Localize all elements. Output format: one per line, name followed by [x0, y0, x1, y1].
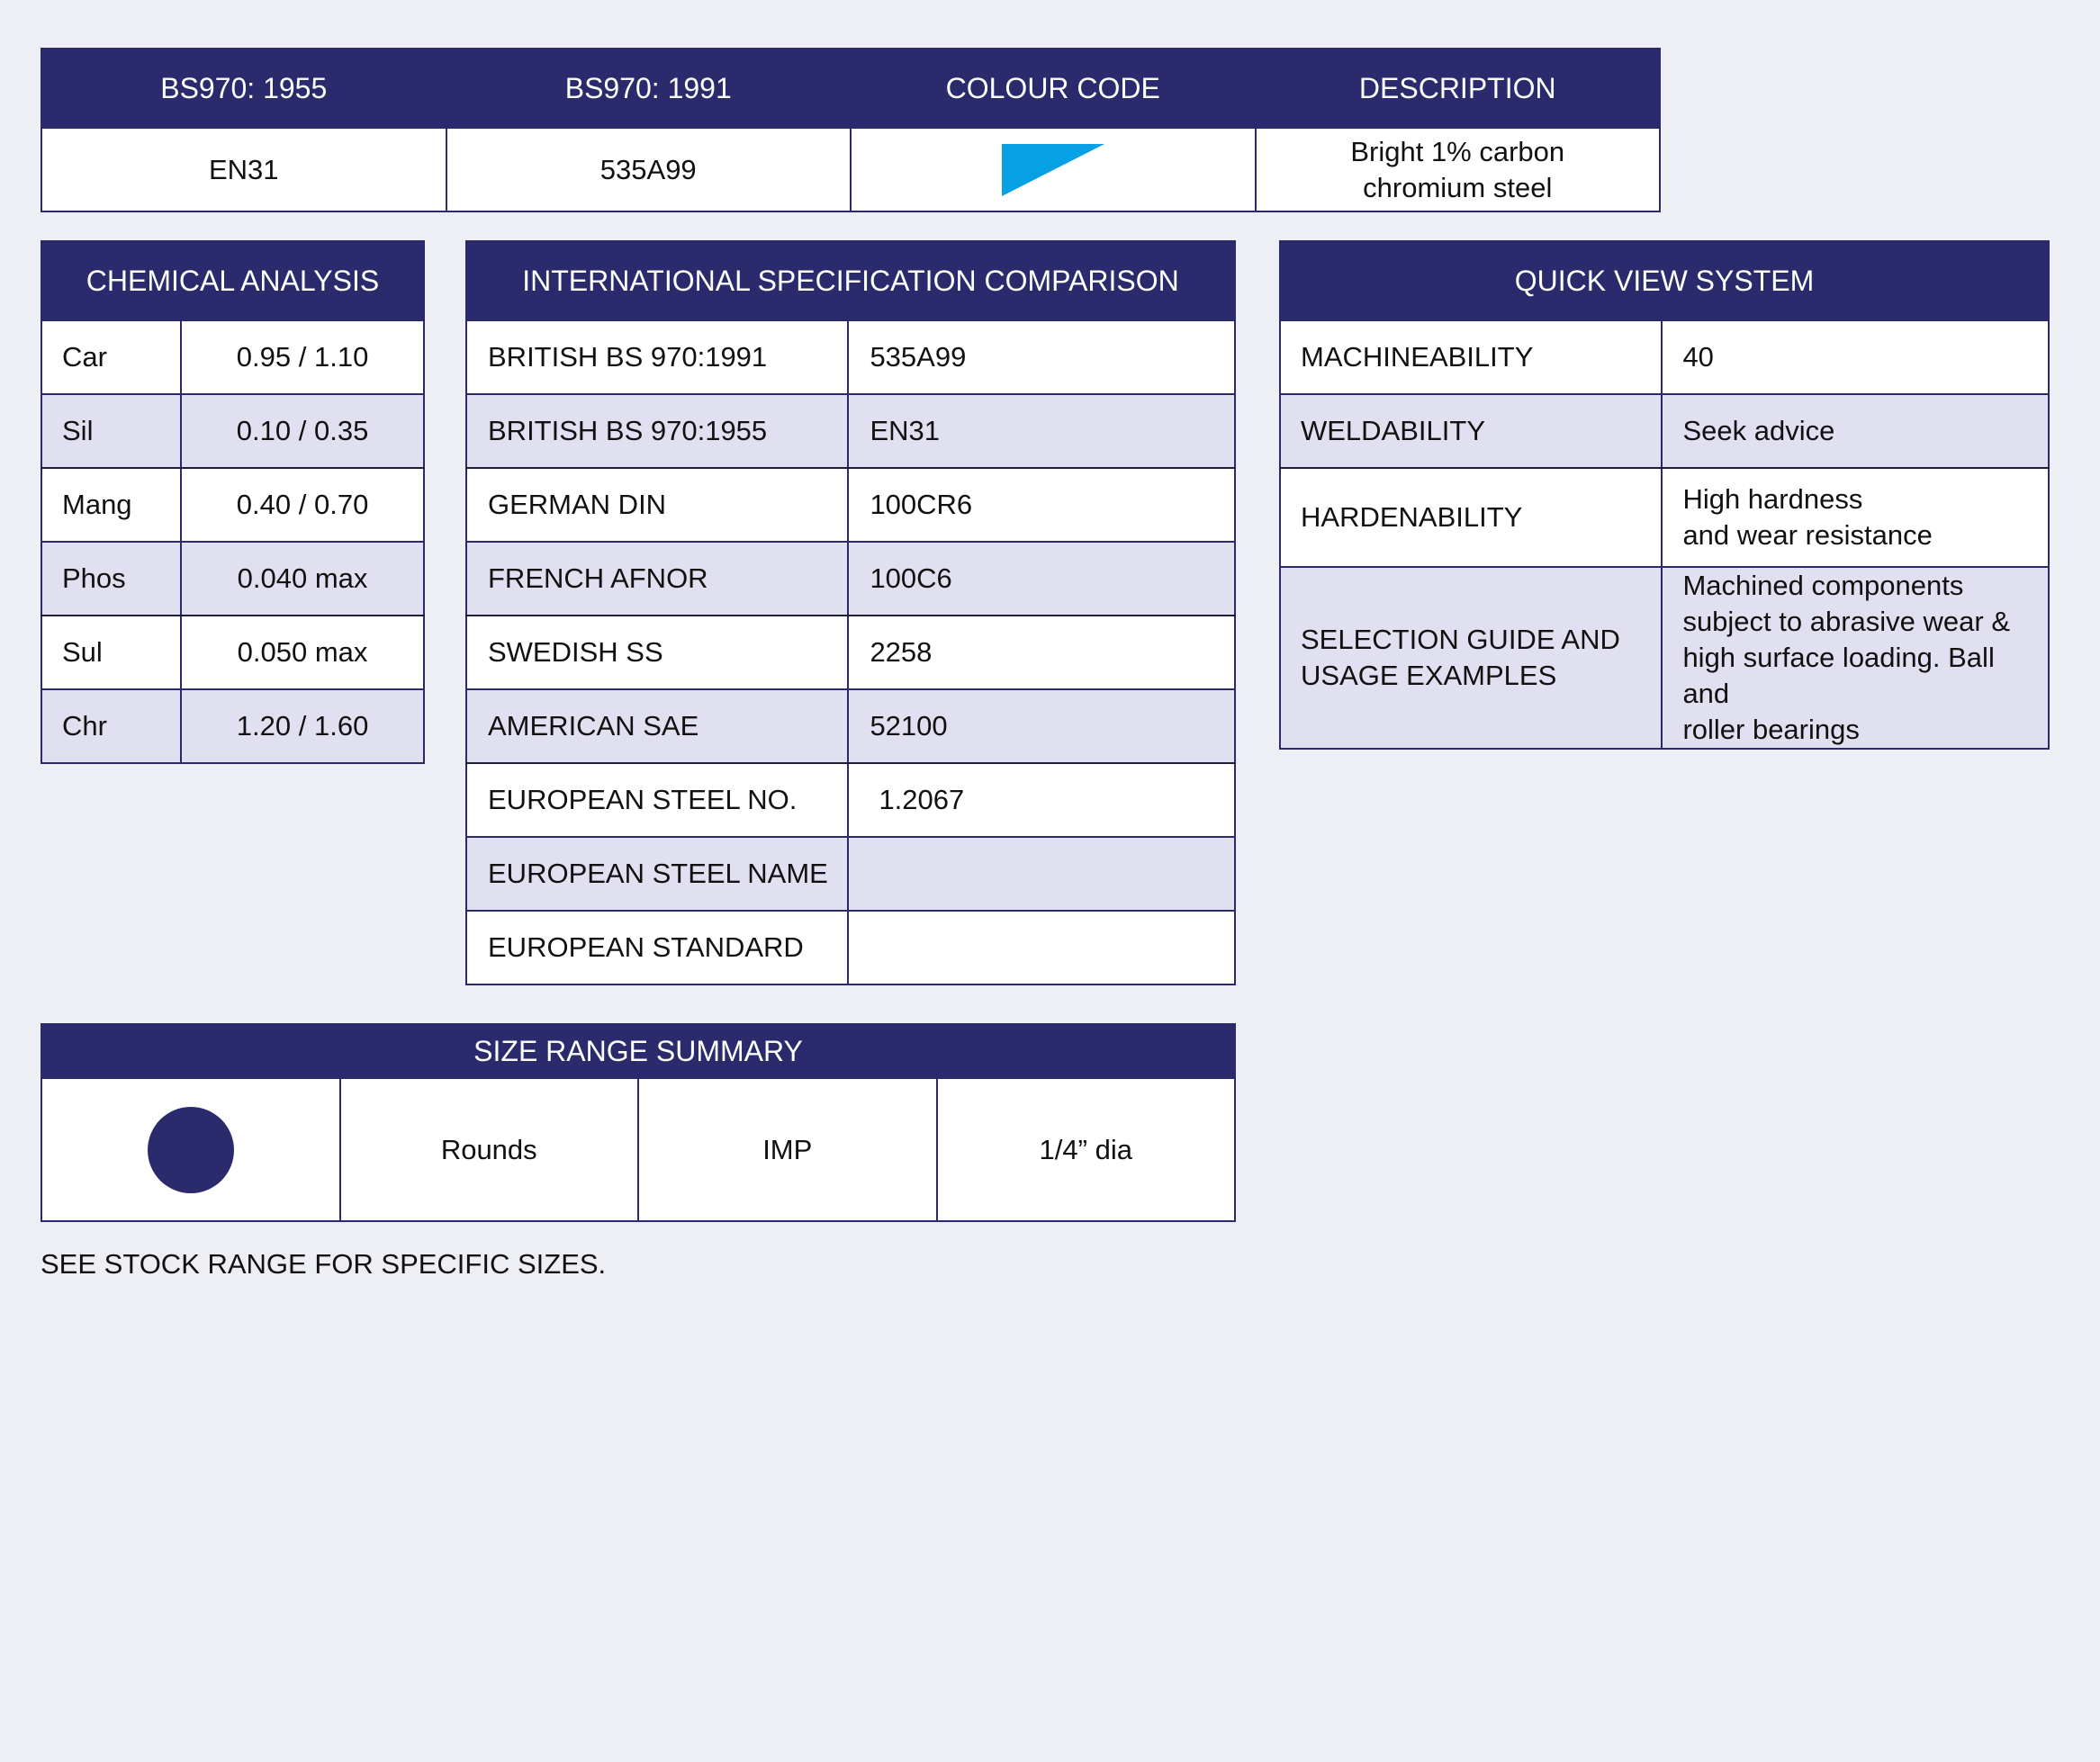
element-value: 0.040 max [181, 542, 424, 616]
table-row [466, 837, 1235, 911]
element-value: 0.40 / 0.70 [181, 468, 424, 542]
size-range-table [41, 1023, 1236, 1222]
footnote: SEE STOCK RANGE FOR SPECIFIC SIZES. [41, 1248, 607, 1280]
table-row [41, 394, 424, 468]
table-row [1280, 468, 2049, 567]
element-label: Car [41, 320, 181, 394]
spec-label: FRENCH AFNOR [466, 542, 848, 616]
element-label: Chr [41, 689, 181, 763]
spec-label: GERMAN DIN [466, 468, 848, 542]
table-row [466, 542, 1235, 616]
table-row [1280, 567, 2049, 749]
spec-comparison-table [465, 240, 1236, 985]
table-row [41, 320, 424, 394]
table-row [466, 394, 1235, 468]
size-value: 1/4” dia [937, 1078, 1236, 1221]
spec-value: EN31 [848, 394, 1235, 468]
round-bar-icon [148, 1107, 234, 1193]
size-range-title: SIZE RANGE SUMMARY [41, 1024, 1235, 1078]
quick-view-title: QUICK VIEW SYSTEM [1280, 241, 2049, 320]
spec-value: 535A99 [848, 320, 1235, 394]
table-row [466, 689, 1235, 763]
chemical-analysis-table [41, 240, 425, 764]
spec-value: 52100 [848, 689, 1235, 763]
property-label: HARDENABILITY [1280, 468, 1662, 567]
table-row [41, 468, 424, 542]
en-grade: EN31 [41, 128, 446, 211]
spec-value: 2258 [848, 616, 1235, 689]
colour-code-cell [851, 128, 1256, 211]
header-description: DESCRIPTION [1256, 49, 1661, 128]
grade-summary-header [41, 49, 1660, 128]
header-colour-code: COLOUR CODE [851, 49, 1256, 128]
table-row [466, 468, 1235, 542]
table-row [41, 542, 424, 616]
description: Bright 1% carbon chromium steel [1256, 128, 1661, 211]
bs1991-grade: 535A99 [446, 128, 852, 211]
element-label: Phos [41, 542, 181, 616]
spec-value: 100C6 [848, 542, 1235, 616]
unit-label: IMP [638, 1078, 937, 1221]
spec-label: BRITISH BS 970:1955 [466, 394, 848, 468]
grade-summary-table [41, 48, 1661, 212]
table-row [41, 1078, 1235, 1221]
table-row [466, 320, 1235, 394]
grade-summary-row [41, 128, 1660, 211]
element-label: Mang [41, 468, 181, 542]
element-value: 0.95 / 1.10 [181, 320, 424, 394]
table-row [466, 616, 1235, 689]
property-label: SELECTION GUIDE AND USAGE EXAMPLES [1280, 567, 1662, 749]
shape-label: Rounds [340, 1078, 639, 1221]
spec-value [848, 837, 1235, 911]
table-row [1280, 394, 2049, 468]
spec-value: 1.2067 [848, 763, 1235, 837]
spec-value [848, 911, 1235, 984]
spec-label: EUROPEAN STEEL NAME [466, 837, 848, 911]
table-row [1280, 320, 2049, 394]
chemical-analysis-title: CHEMICAL ANALYSIS [41, 241, 424, 320]
spec-comparison-title: INTERNATIONAL SPECIFICATION COMPARISON [466, 241, 1235, 320]
property-value: Machined components subject to abrasive wear & high surface loading. Ball and roller bearings [1662, 567, 2049, 749]
property-value: 40 [1662, 320, 2049, 394]
table-row [466, 911, 1235, 984]
element-value: 0.050 max [181, 616, 424, 689]
element-value: 0.10 / 0.35 [181, 394, 424, 468]
spec-label: BRITISH BS 970:1991 [466, 320, 848, 394]
table-row [466, 763, 1235, 837]
colour-code-swatch [1002, 144, 1104, 196]
property-value: High hardness and wear resistance [1662, 468, 2049, 567]
property-label: WELDABILITY [1280, 394, 1662, 468]
header-bs970-1955: BS970: 1955 [41, 49, 446, 128]
property-value: Seek advice [1662, 394, 2049, 468]
quick-view-table [1279, 240, 2050, 750]
spec-label: EUROPEAN STEEL NO. [466, 763, 848, 837]
spec-label: SWEDISH SS [466, 616, 848, 689]
table-row [41, 616, 424, 689]
table-row [41, 689, 424, 763]
element-label: Sul [41, 616, 181, 689]
spec-value: 100CR6 [848, 468, 1235, 542]
element-value: 1.20 / 1.60 [181, 689, 424, 763]
header-bs970-1991: BS970: 1991 [446, 49, 852, 128]
spec-label: AMERICAN SAE [466, 689, 848, 763]
property-label: MACHINEABILITY [1280, 320, 1662, 394]
shape-cell [41, 1078, 340, 1221]
element-label: Sil [41, 394, 181, 468]
spec-label: EUROPEAN STANDARD [466, 911, 848, 984]
